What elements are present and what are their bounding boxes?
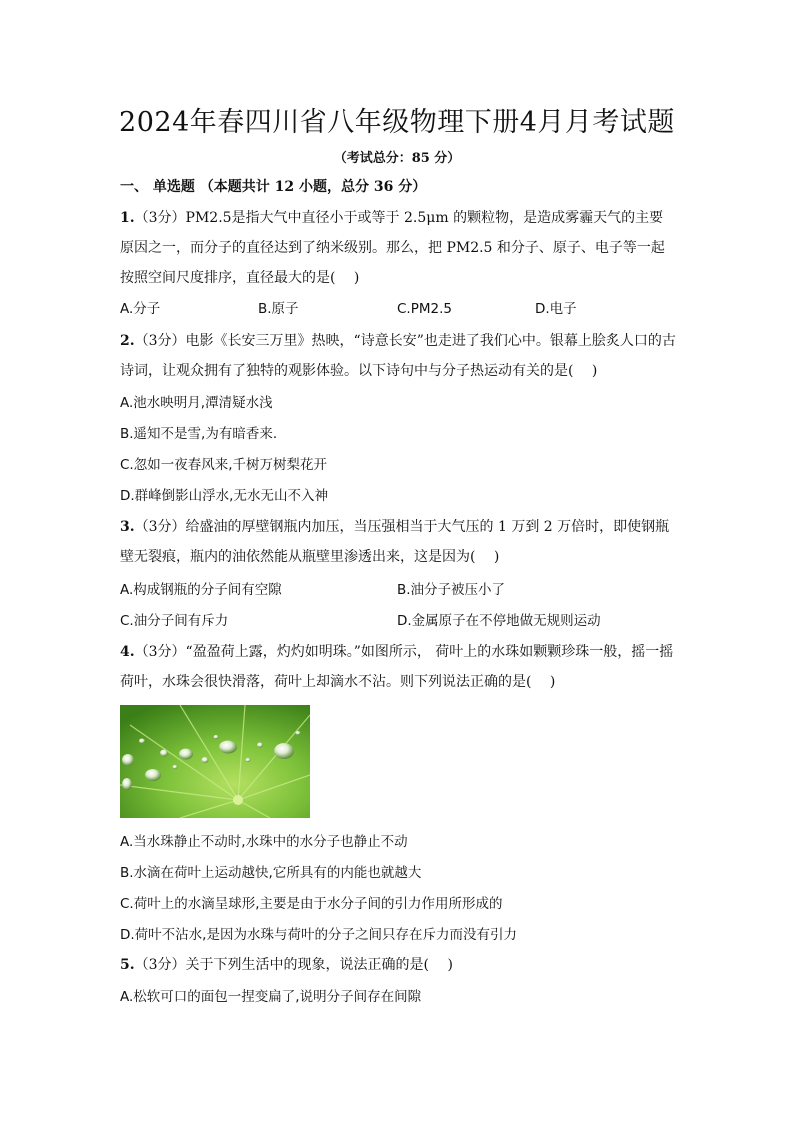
option-a: A.当水珠静止不动时,水珠中的水分子也静止不动 [120, 834, 408, 850]
option-d: D.荷叶不沾水,是因为水珠与荷叶的分子之间只存在斥力而没有引力 [120, 927, 517, 943]
section-heading: 一、 单选题 （本题共计 12 小题，总分 36 分） [120, 179, 427, 195]
option-a: A.池水映明月,潭清疑水浅 [120, 395, 273, 411]
option-a: A.松软可口的面包一捏变扁了,说明分子间存在间隙 [120, 989, 422, 1005]
option-c: C.PM2.5 [397, 301, 452, 317]
question-text: （3分）PM2.5是指大气中直径小于或等于 2.5μm 的颗粒物，是造成雾霾天气的主要原因之一，而分子的直径达到了纳米级别。那么，把 PM2.5 和分子、原子、电子等一起按照空间尺度排序，直径最大的是( ) [120, 210, 665, 286]
question-4 [120, 637, 676, 697]
question-text: （3分）“盈盈荷上露，灼灼如明珠。”如图所示， 荷叶上的水珠如颗颗珍珠一般，摇一摇荷叶，水珠会很快滑落，荷叶上却滴水不沾。则下列说法正确的是( ) [120, 644, 674, 690]
question-text: （3分）关于下列生活中的现象，说法正确的是( ) [134, 957, 453, 973]
question-text: （3分）给盛油的厚壁钢瓶内加压，当压强相当于大气压的 1 万到 2 万倍时，即使钢瓶壁无裂痕，瓶内的油依然能从瓶壁里渗透出来，这是因为( ) [120, 519, 670, 565]
question-1 [120, 203, 676, 293]
option-a: A.分子 [120, 301, 161, 317]
question-number: 1. [120, 210, 135, 226]
option-b: B.油分子被压小了 [397, 582, 506, 598]
option-c: C.忽如一夜春风来,千树万树梨花开 [120, 457, 328, 473]
question-number: 5. [120, 957, 135, 973]
question-number: 2. [120, 333, 135, 349]
page-title: 2024年春四川省八年级物理下册4月月考试题 [119, 107, 675, 138]
option-b: B.水滴在荷叶上运动越快,它所具有的内能也就越大 [120, 865, 422, 881]
question-number: 4. [120, 644, 135, 660]
option-b: B.遥知不是雪,为有暗香来. [120, 426, 278, 442]
question-2 [120, 326, 676, 386]
option-d: D.电子 [535, 301, 577, 317]
page-subtitle: （考试总分：85 分） [333, 151, 461, 166]
question-number: 3. [120, 519, 135, 535]
option-d: D.群峰倒影山浮水,无水无山不入神 [120, 488, 328, 504]
question-5 [120, 950, 676, 980]
option-b: B.原子 [258, 301, 299, 317]
lotus-leaf-image [120, 705, 310, 818]
option-a: A.构成钢瓶的分子间有空隙 [120, 582, 282, 598]
option-c: C.荷叶上的水滴呈球形,主要是由于水分子间的引力作用所形成的 [120, 896, 503, 912]
question-text: （3分）电影《长安三万里》热映，“诗意长安”也走进了我们心中。银幕上脍炙人口的古诗词，让观众拥有了独特的观影体验。以下诗句中与分子热运动有关的是( ) [120, 333, 676, 379]
option-d: D.金属原子在不停地做无规则运动 [397, 613, 601, 629]
question-3 [120, 512, 676, 572]
option-c: C.油分子间有斥力 [120, 613, 229, 629]
